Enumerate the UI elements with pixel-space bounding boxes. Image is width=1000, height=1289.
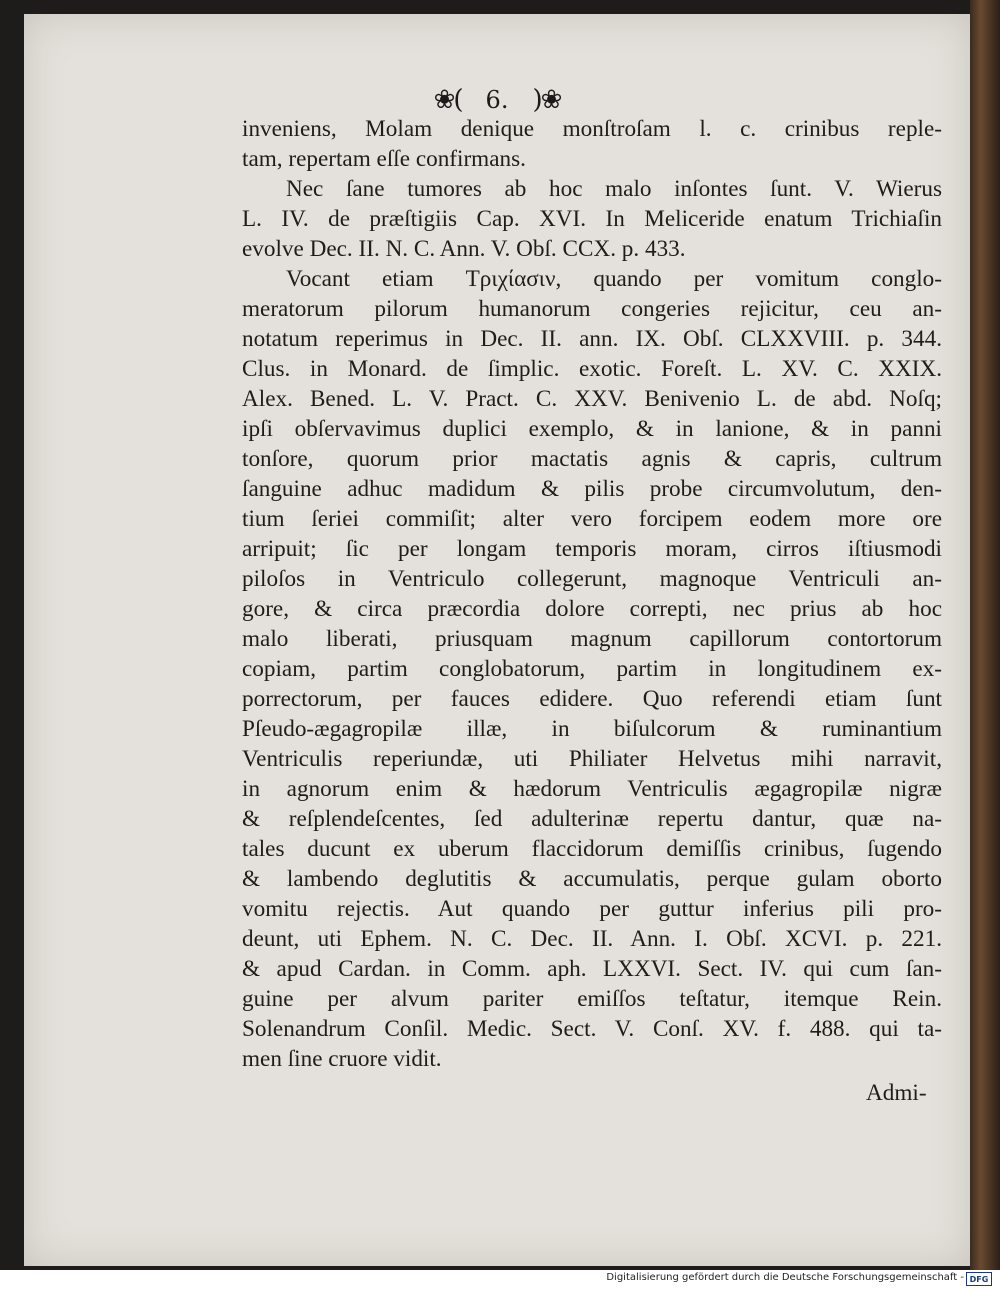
text-line: Ventriculis reperiundæ, uti Philiater Helvetus mihi narravit, (242, 746, 942, 772)
text-line: men ſine cruore vidit. (242, 1046, 442, 1072)
text-line: deunt, uti Ephem. N. C. Dec. II. Ann. I. Obſ. XCVI. p. 221. (242, 926, 942, 952)
ornament-right-icon: )❀ (532, 85, 561, 115)
text-line: in agnorum enim & hædorum Ventriculis ægagropilæ nigræ (242, 776, 942, 802)
text-line: Pſeudo-ægagropilæ illæ, in biſulcorum & ruminantium (242, 716, 942, 742)
text-line: copiam, partim conglobatorum, partim in longitudinem ex- (242, 656, 942, 682)
footer-credit: Digitalisierung gefördert durch die Deutsche Forschungsgemeinschaft - (606, 1272, 964, 1283)
text-line: ipſi obſervavimus duplici exemplo, & in lanione, & in panni (242, 416, 942, 442)
text-line: Clus. in Monard. de ſimplic. exotic. Foreſt. L. XV. C. XXIX. (242, 356, 942, 382)
text-line: gore, & circa præcordia dolore correpti, nec prius ab hoc (242, 596, 942, 622)
text-line: inveniens, Molam denique monſtroſam l. c. crinibus reple- (242, 116, 942, 142)
page-number: 6. (485, 86, 509, 114)
text-line: piloſos in Ventriculo collegerunt, magnoque Ventriculi an- (242, 566, 942, 592)
text-line: tales ducunt ex uberum flaccidorum demiſſis crinibus, ſugendo (242, 836, 942, 862)
text-line: Alex. Bened. L. V. Pract. C. XXV. Benivenio L. de abd. Noſq; (242, 386, 942, 412)
body-text (242, 114, 942, 1074)
text-line: Vocant etiam Τριχίασιν, quando per vomitum conglo- (286, 266, 942, 292)
text-line: L. IV. de præſtigiis Cap. XVI. In Meliceride enatum Trichiaſin (242, 206, 942, 232)
text-line: & reſplendeſcentes, ſed adulterinæ repertu dantur, quæ na- (242, 806, 942, 832)
text-line: notatum reperimus in Dec. II. ann. IX. Obſ. CLXXVIII. p. 344. (242, 326, 942, 352)
text-line: vomitu rejectis. Aut quando per guttur inferius pili pro- (242, 896, 942, 922)
text-line: evolve Dec. II. N. C. Ann. V. Obſ. CCX. p. 433. (242, 236, 686, 262)
text-line: malo liberati, priusquam magnum capillorum contortorum (242, 626, 942, 652)
text-line: tam, repertam eſſe confirmans. (242, 146, 526, 172)
text-line: & lambendo deglutitis & accumulatis, perque gulam oborto (242, 866, 942, 892)
text-line: arripuit; ſic per longam temporis moram, cirros iſtiusmodi (242, 536, 942, 562)
dfg-logo: DFG (966, 1272, 992, 1286)
ornament-left-icon: ❀( (433, 85, 462, 115)
text-line: tium ſeriei commiſit; alter vero forcipem eodem more ore (242, 506, 942, 532)
text-line: Nec ſane tumores ab hoc malo inſontes ſunt. V. Wierus (286, 176, 942, 202)
text-line: tonſore, quorum prior mactatis agnis & capris, cultrum (242, 446, 942, 472)
text-line: porrectorum, per fauces edidere. Quo referendi etiam ſunt (242, 686, 942, 712)
text-line: ſanguine adhuc madidum & pilis probe circumvolutum, den- (242, 476, 942, 502)
text-line: guine per alvum pariter emiſſos teſtatur, itemque Rein. (242, 986, 942, 1012)
book-page (24, 14, 970, 1266)
book-edge (970, 0, 1000, 1270)
text-line: & apud Cardan. in Comm. aph. LXXVI. Sect. IV. qui cum ſan- (242, 956, 942, 982)
text-line: meratorum pilorum humanorum congeries rejicitur, ceu an- (242, 296, 942, 322)
text-line: Solenandrum Conſil. Medic. Sect. V. Conſ. XV. f. 488. qui ta- (242, 1016, 942, 1042)
catchword: Admi- (866, 1080, 927, 1106)
